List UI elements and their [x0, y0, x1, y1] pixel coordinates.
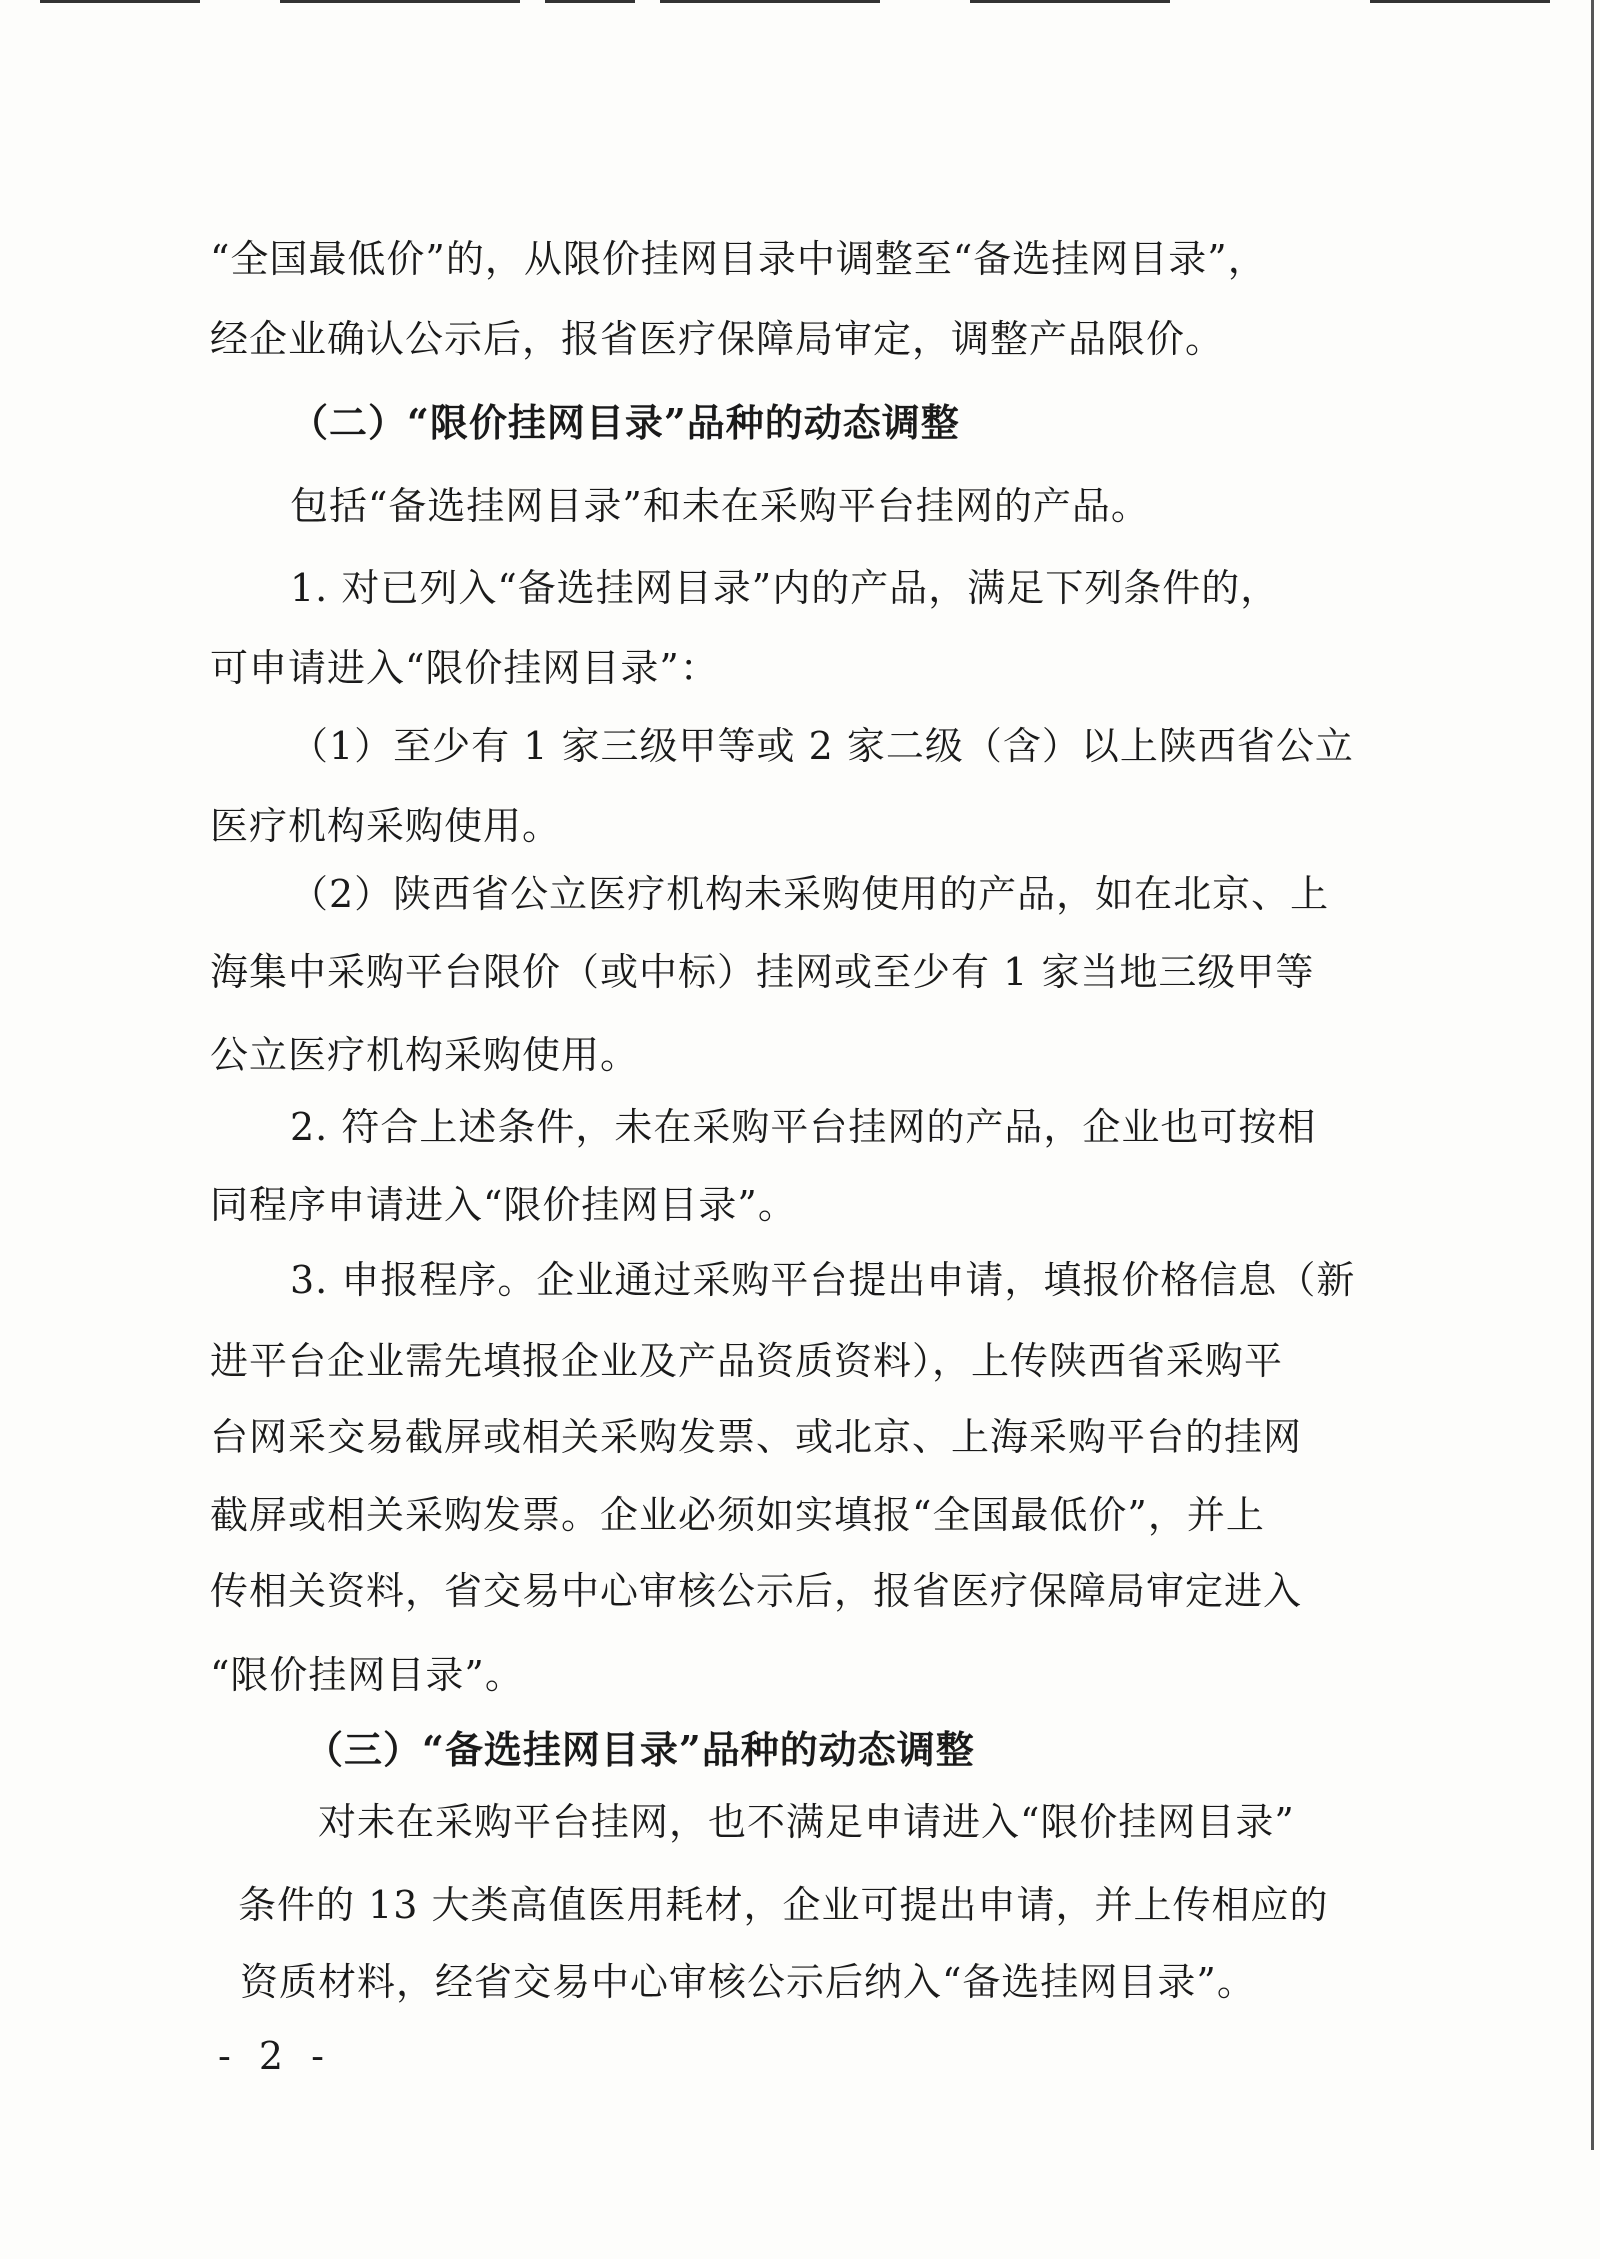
text-line: 经企业确认公示后，报省医疗保障局审定，调整产品限价。 — [210, 317, 1225, 361]
text-line: 包括“备选挂网目录”和未在采购平台挂网的产品。 — [290, 484, 1150, 528]
text-line: 台网采交易截屏或相关采购发票、或北京、上海采购平台的挂网 — [210, 1415, 1303, 1459]
page-number: - 2 - — [218, 2034, 333, 2078]
text-line: 同程序申请进入“限价挂网目录”。 — [210, 1183, 797, 1227]
text-line: （1）至少有 1 家三级甲等或 2 家二级（含）以上陕西省公立 — [290, 724, 1354, 768]
text-line: 海集中采购平台限价（或中标）挂网或至少有 1 家当地三级甲等 — [210, 950, 1315, 994]
text-line: 条件的 13 大类高值医用耗材，企业可提出申请，并上传相应的 — [238, 1883, 1329, 1927]
section-heading-2: （二）“限价挂网目录”品种的动态调整 — [290, 400, 960, 445]
text-line: 1. 对已列入“备选挂网目录”内的产品，满足下列条件的， — [290, 566, 1280, 610]
text-line: 公立医疗机构采购使用。 — [210, 1033, 640, 1077]
text-line: “限价挂网目录”。 — [210, 1653, 524, 1697]
text-line: 资质材料，经省交易中心审核公示后纳入“备选挂网目录”。 — [240, 1960, 1256, 2004]
text-line: 传相关资料，省交易中心审核公示后，报省医疗保障局审定进入 — [210, 1569, 1303, 1613]
text-line: 进平台企业需先填报企业及产品资质资料），上传陕西省采购平 — [210, 1339, 1284, 1383]
text-line: 可申请进入“限价挂网目录”： — [210, 646, 719, 690]
text-line: 2. 符合上述条件，未在采购平台挂网的产品，企业也可按相 — [290, 1105, 1317, 1149]
scan-right-edge — [1591, 0, 1594, 2150]
text-line: （2）陕西省公立医疗机构未采购使用的产品，如在北京、上 — [290, 872, 1330, 916]
text-line: 3. 申报程序。企业通过采购平台提出申请，填报价格信息（新 — [290, 1258, 1356, 1302]
text-line: “全国最低价”的，从限价挂网目录中调整至“备选挂网目录”， — [210, 237, 1267, 281]
text-line: 对未在采购平台挂网，也不满足申请进入“限价挂网目录” — [318, 1800, 1295, 1844]
scan-top-marks — [0, 0, 1600, 8]
text-line: 医疗机构采购使用。 — [210, 804, 562, 848]
section-heading-3: （三）“备选挂网目录”品种的动态调整 — [305, 1727, 975, 1772]
text-line: 截屏或相关采购发票。企业必须如实填报“全国最低价”，并上 — [210, 1493, 1265, 1537]
